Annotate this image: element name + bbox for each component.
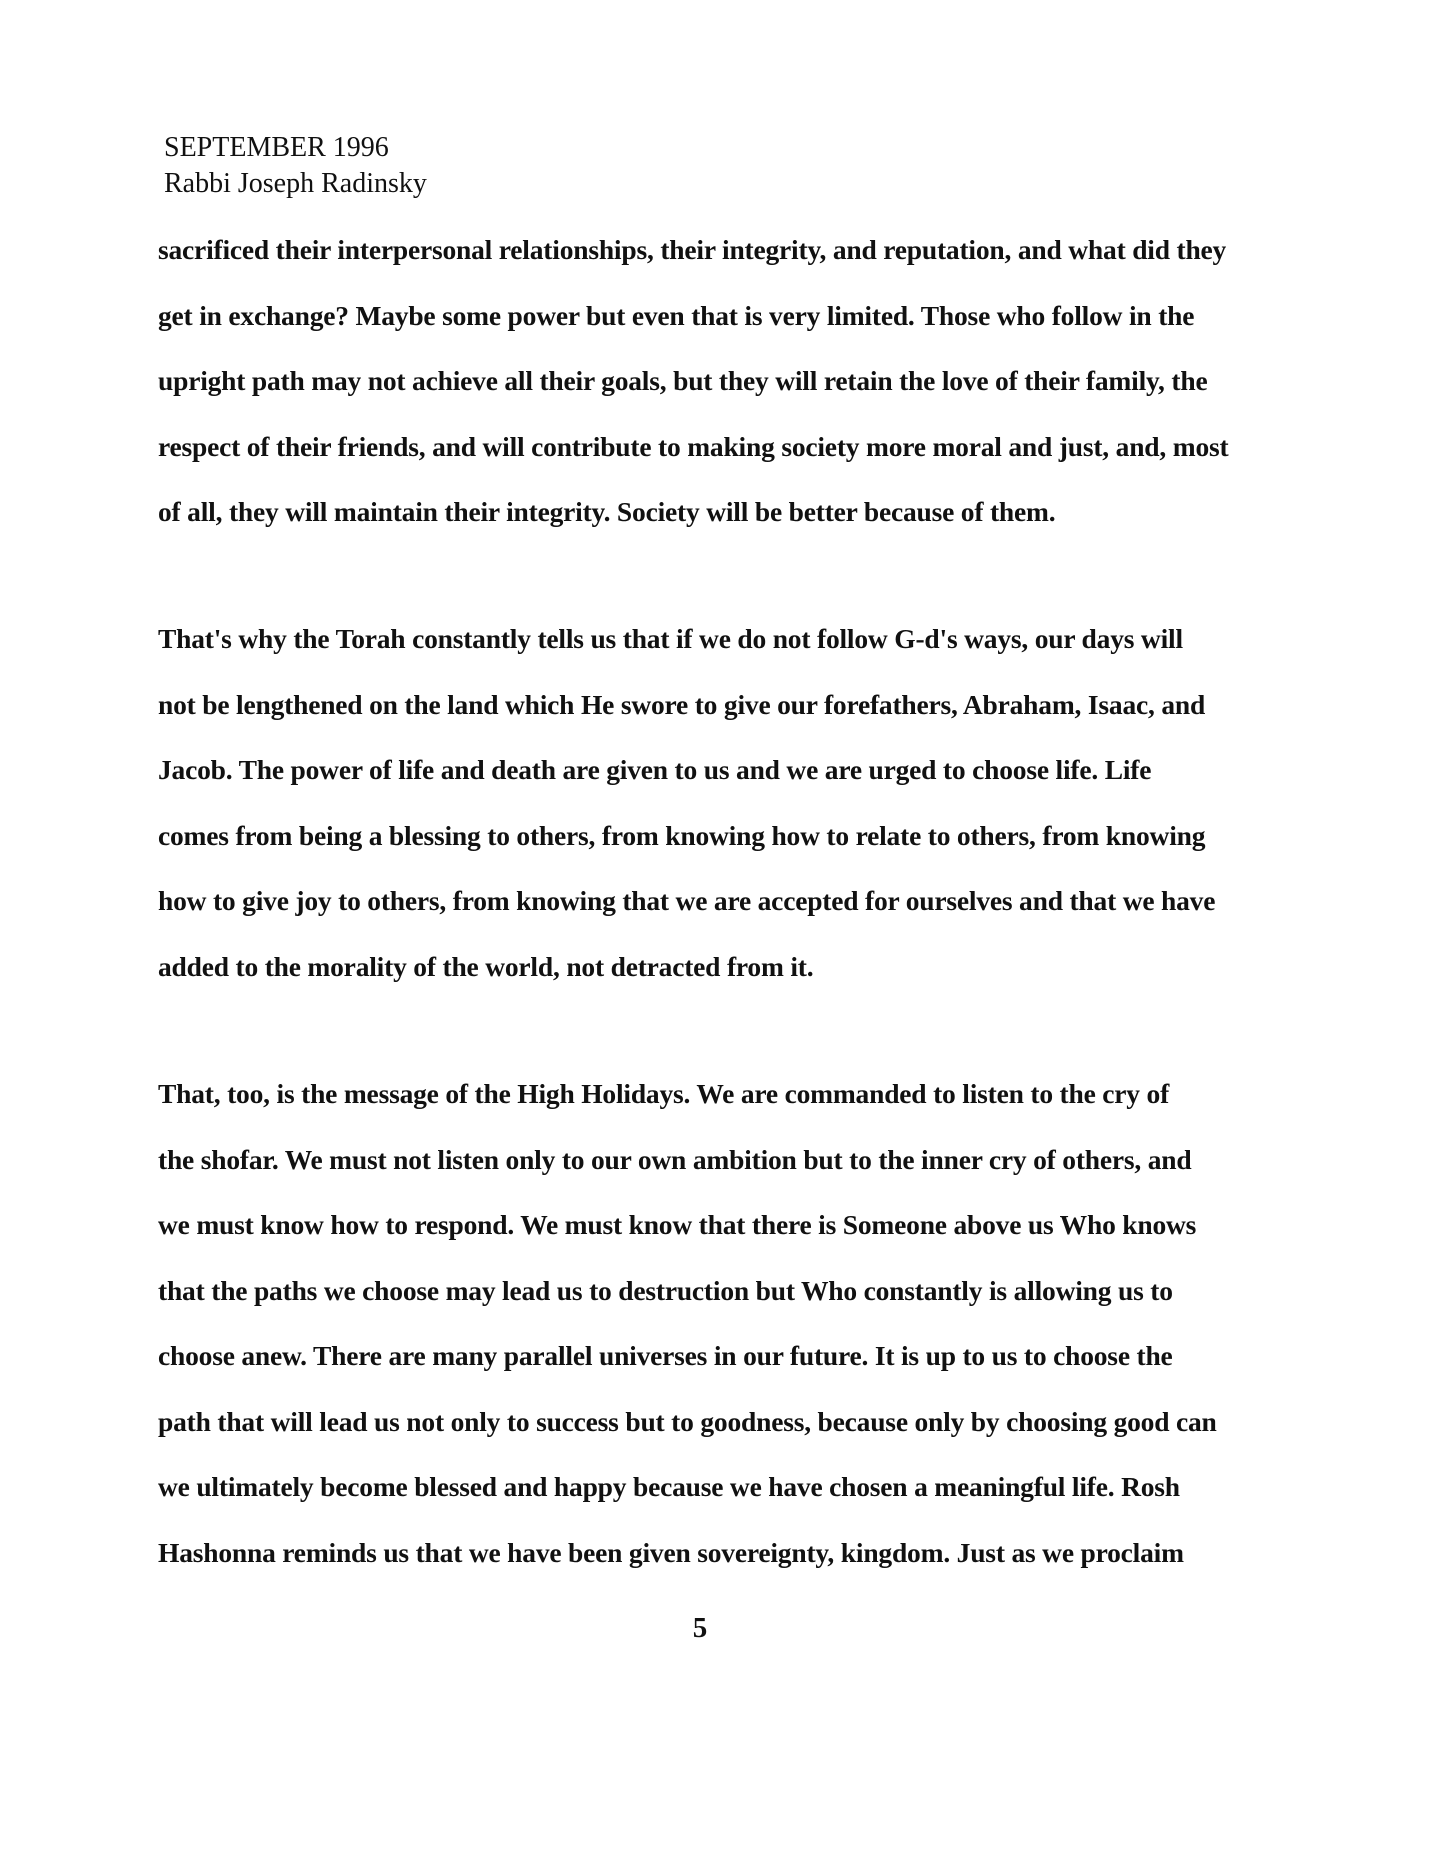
text-line: respect of their friends, and will contribute to making society more moral and just, and, most (158, 430, 1229, 462)
page-number: 5 (692, 1612, 708, 1644)
header-date: SEPTEMBER 1996 (164, 132, 389, 163)
paragraph-2 (158, 615, 1278, 1008)
text-line: that the paths we choose may lead us to destruction but Who constantly is allowing us to (158, 1274, 1173, 1306)
text-line: choose anew. There are many parallel universes in our future. It is up to us to choose the (158, 1340, 1173, 1371)
text-line: That's why the Torah constantly tells us that if we do not follow G-d's ways, our days will (158, 623, 1183, 654)
paragraph-3 (158, 1070, 1278, 1594)
header-author: Rabbi Joseph Radinsky (164, 168, 427, 199)
text-line: we ultimately become blessed and happy because we have chosen a meaningful life. Rosh (158, 1471, 1180, 1502)
text-line: not be lengthened on the land which He swore to give our forefathers, Abraham, Isaac, and (158, 688, 1206, 720)
text-line: get in exchange? Maybe some power but even that is very limited. Those who follow in the (158, 299, 1195, 331)
text-line: Jacob. The power of life and death are given to us and we are urged to choose life. Life (158, 754, 1152, 785)
text-line: comes from being a blessing to others, from knowing how to relate to others, from knowing (158, 819, 1206, 851)
text-line: path that will lead us not only to success but to goodness, because only by choosing good can (158, 1405, 1217, 1437)
text-line: of all, they will maintain their integrity. Society will be better because of them. (158, 496, 1056, 527)
text-line: That, too, is the message of the High Holidays. We are commanded to listen to the cry of (158, 1078, 1170, 1109)
text-line: added to the morality of the world, not detracted from it. (158, 950, 814, 982)
text-line: the shofar. We must not listen only to our own ambition but to the inner cry of others, and (158, 1143, 1192, 1175)
text-line: Hashonna reminds us that we have been given sovereignty, kingdom. Just as we proclaim (158, 1536, 1184, 1568)
text-line: upright path may not achieve all their goals, but they will retain the love of their family, the (158, 365, 1208, 396)
text-line: how to give joy to others, from knowing that we are accepted for ourselves and that we have (158, 885, 1216, 916)
text-line: sacrificed their interpersonal relationships, their integrity, and reputation, and what did they (158, 234, 1227, 265)
text-line: we must know how to respond. We must know that there is Someone above us Who knows (158, 1209, 1197, 1240)
paragraph-1 (158, 226, 1278, 554)
document-header (164, 130, 427, 202)
